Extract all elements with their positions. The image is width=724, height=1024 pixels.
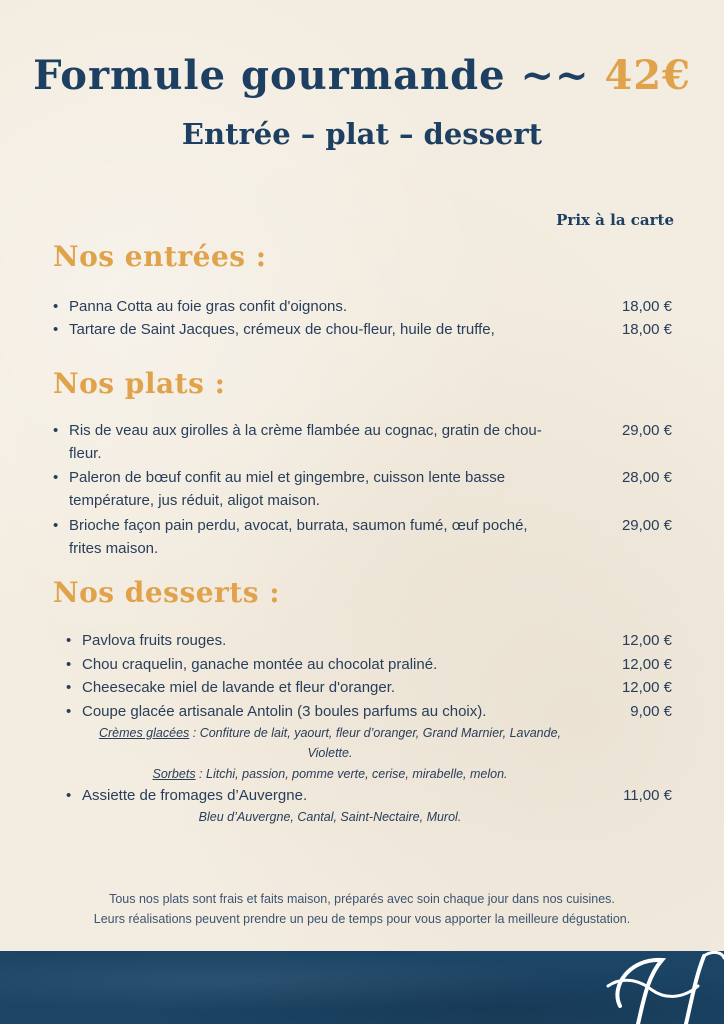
menu-subtitle: Entrée – plat – dessert (181, 117, 543, 151)
list-item (53, 466, 599, 512)
item-text-line2: frites maison. (69, 540, 159, 557)
list-item (53, 419, 599, 465)
list-item (53, 318, 495, 341)
bullet-icon: • (66, 787, 72, 804)
bullet-icon: • (66, 632, 72, 649)
sorbets-label: Sorbets (152, 767, 196, 781)
item-price: 11,00 € (623, 787, 672, 804)
menu-title-text: Formule gourmande ~~ (33, 52, 605, 99)
item-price: 29,00 € (621, 422, 672, 439)
item-text: Cheesecake miel de lavande et fleur d'oranger. (82, 679, 396, 696)
item-text-line1: Brioche façon pain perdu, avocat, burrata, saumon fumé, œuf poché, (69, 517, 528, 534)
bullet-icon: • (53, 321, 59, 338)
item-price: 12,00 € (621, 656, 672, 673)
list-item (66, 784, 308, 807)
footer-line-2: Leurs réalisations peuvent prendre un peu de temps pour vous apporter la meilleure dégustation. (93, 912, 631, 926)
item-price: 9,00 € (630, 703, 672, 720)
item-text: Coupe glacée artisanale Antolin (3 boules parfums au choix). (82, 703, 487, 720)
item-text-line2: température, jus réduit, aligot maison. (69, 492, 320, 509)
item-text: Pavlova fruits rouges. (82, 632, 227, 649)
item-price: 18,00 € (621, 298, 672, 315)
section-title-plats: Nos plats : (53, 367, 226, 400)
item-price: 29,00 € (621, 517, 672, 534)
bullet-icon: • (66, 679, 72, 696)
item-text: Panna Cotta au foie gras confit d'oignons. (69, 298, 348, 315)
bullet-icon: • (66, 703, 72, 720)
bullet-icon: • (53, 517, 59, 534)
menu-title (0, 52, 724, 99)
item-text-line2: fleur. (69, 445, 102, 462)
cremes-glacees-text2: Violette. (307, 746, 353, 760)
section-title-entrees: Nos entrées : (53, 240, 267, 273)
bullet-icon: • (53, 422, 59, 439)
item-price: 12,00 € (621, 679, 672, 696)
list-item (53, 295, 348, 318)
list-item (53, 514, 599, 560)
item-text-line1: Ris de veau aux girolles à la crème flambée au cognac, gratin de chou- (69, 422, 542, 439)
sorbets-text: : Litchi, passion, pomme verte, cerise, mirabelle, melon. (195, 767, 508, 781)
footer-line-1: Tous nos plats sont frais et faits maison, préparés avec soin chaque jour dans nos cuisines. (109, 892, 615, 906)
bullet-icon: • (53, 298, 59, 315)
item-text: Tartare de Saint Jacques, crémeux de chou-fleur, huile de truffe, (69, 321, 495, 338)
h-monogram-icon (600, 946, 724, 1024)
cremes-glacees-label: Crèmes glacées (98, 726, 190, 740)
bullet-icon: • (53, 469, 59, 486)
fromages-note: Bleu d’Auvergne, Cantal, Saint-Nectaire, Murol. (198, 810, 462, 824)
cremes-glacees-text: : Confiture de lait, yaourt, fleur d’oranger, Grand Marnier, Lavande, (189, 726, 562, 740)
price-column-header: Prix à la carte (556, 211, 674, 229)
cremes-glacees-note (50, 723, 610, 763)
list-item (66, 629, 227, 652)
item-text-line1: Paleron de bœuf confit au miel et gingembre, cuisson lente basse (69, 469, 506, 486)
sorbets-note (50, 764, 610, 784)
menu-title-price: 42€ (604, 52, 691, 99)
list-item (66, 676, 396, 699)
list-item (66, 700, 487, 723)
item-price: 18,00 € (621, 321, 672, 338)
item-text: Assiette de fromages d’Auvergne. (82, 787, 308, 804)
item-price: 28,00 € (621, 469, 672, 486)
item-text: Chou craquelin, ganache montée au chocolat praliné. (82, 656, 438, 673)
bullet-icon: • (66, 656, 72, 673)
list-item (66, 653, 438, 676)
item-price: 12,00 € (621, 632, 672, 649)
section-title-desserts: Nos desserts : (53, 576, 281, 609)
